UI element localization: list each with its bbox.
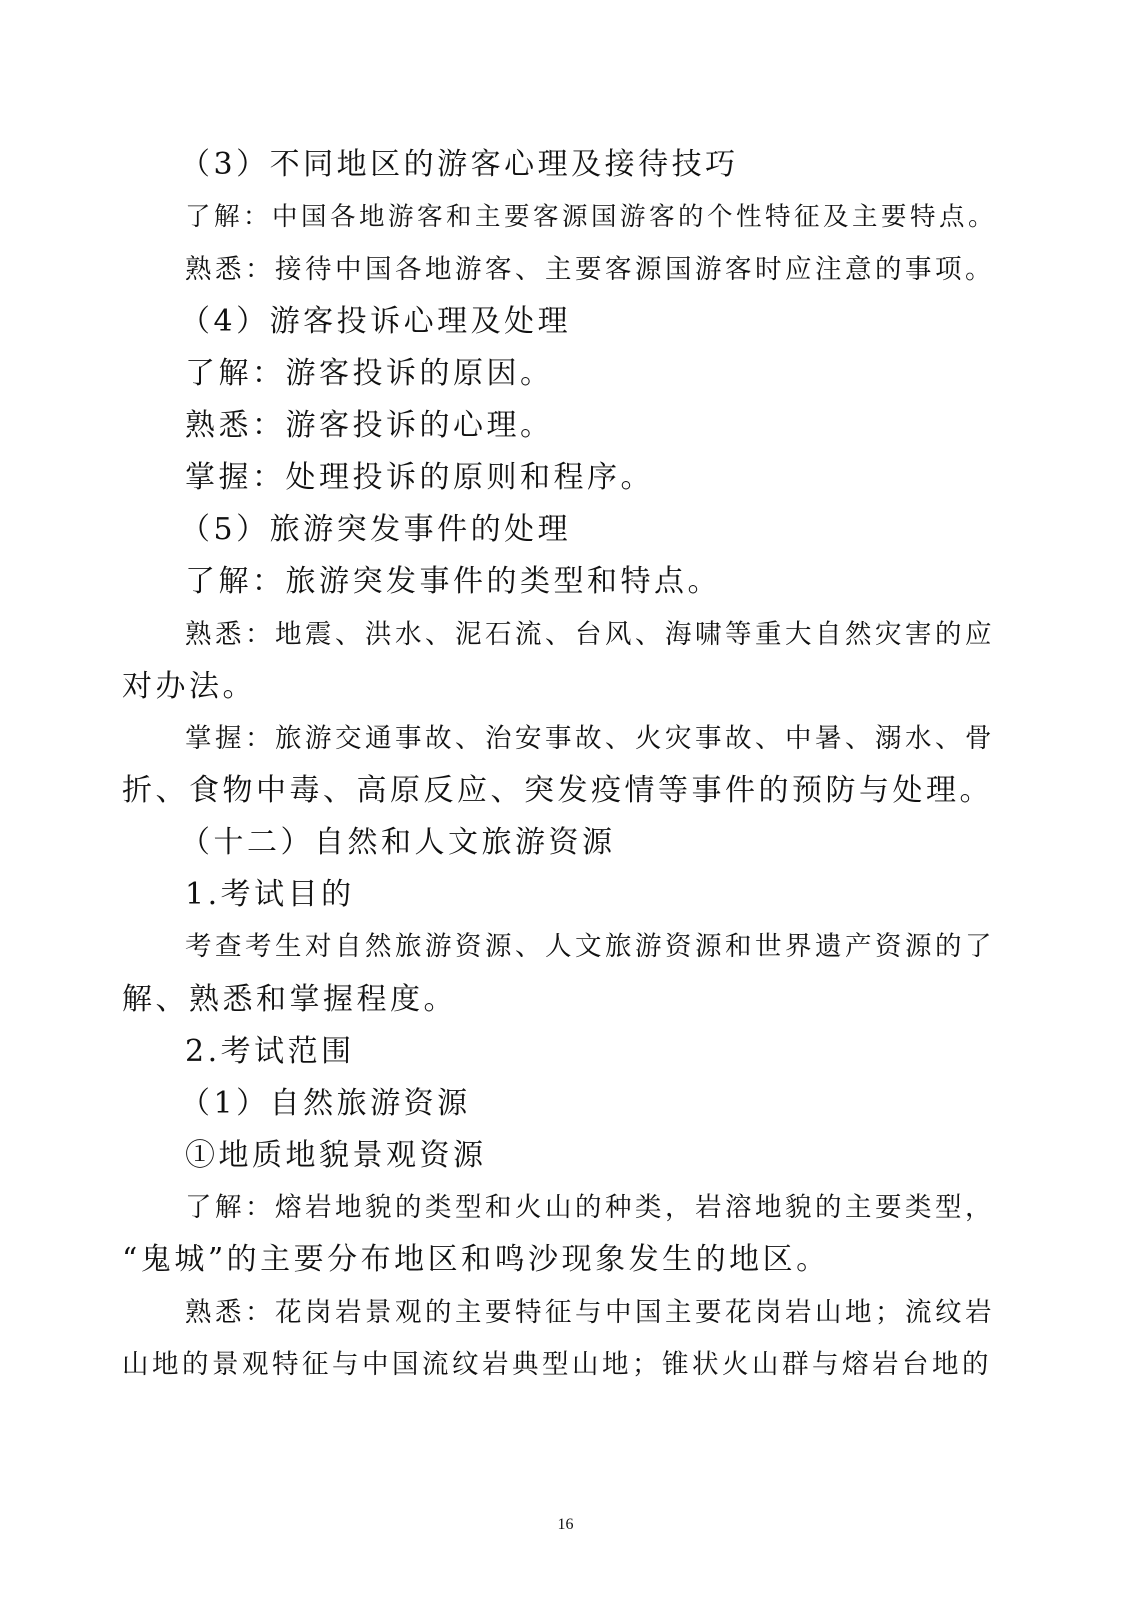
text-line: 熟悉：游客投诉的心理。 [185, 408, 554, 443]
text-line: 折、食物中毒、高原反应、突发疫情等事件的预防与处理。 [122, 773, 993, 808]
numbered-heading-2: 2.考试范围 [185, 1034, 355, 1069]
text-line: 山地的景观特征与中国流纹岩典型山地；锥状火山群与熔岩台地的 [122, 1349, 992, 1380]
text-line: 解、熟悉和掌握程度。 [122, 982, 457, 1017]
numbered-heading-1: 1.考试目的 [185, 877, 355, 912]
subsection-heading-4: （4）游客投诉心理及处理 [180, 304, 572, 339]
text-line: 了解：熔岩地貌的类型和火山的种类，岩溶地貌的主要类型， [185, 1192, 995, 1223]
subsection-heading-3: （3）不同地区的游客心理及接待技巧 [180, 147, 739, 182]
text-line: 考查考生对自然旅游资源、人文旅游资源和世界遗产资源的了 [185, 931, 995, 962]
text-line: 熟悉：地震、洪水、泥石流、台风、海啸等重大自然灾害的应 [185, 619, 995, 650]
text-line: “鬼城”的主要分布地区和鸣沙现象发生的地区。 [122, 1242, 830, 1277]
text-line: 掌握：处理投诉的原则和程序。 [185, 460, 654, 495]
section-heading-12: （十二）自然和人文旅游资源 [180, 825, 616, 860]
text-line: 熟悉：接待中国各地游客、主要客源国游客时应注意的事项。 [185, 254, 995, 285]
text-line: 掌握：旅游交通事故、治安事故、火灾事故、中暑、溺水、骨 [185, 723, 995, 754]
subsection-heading-5: （5）旅游突发事件的处理 [180, 512, 572, 547]
subsection-heading-1: （1）自然旅游资源 [180, 1086, 471, 1121]
text-line: 了解：游客投诉的原因。 [185, 356, 554, 391]
text-line: 了解：旅游突发事件的类型和特点。 [185, 564, 721, 599]
text-line: 对办法。 [122, 669, 256, 704]
text-line: 了解：中国各地游客和主要客源国游客的个性特征及主要特点。 [185, 202, 998, 232]
page-number: 16 [557, 1516, 574, 1533]
text-line: 熟悉：花岗岩景观的主要特征与中国主要花岗岩山地；流纹岩 [185, 1297, 995, 1328]
circled-item-heading-1: ①地质地貌景观资源 [185, 1138, 487, 1173]
